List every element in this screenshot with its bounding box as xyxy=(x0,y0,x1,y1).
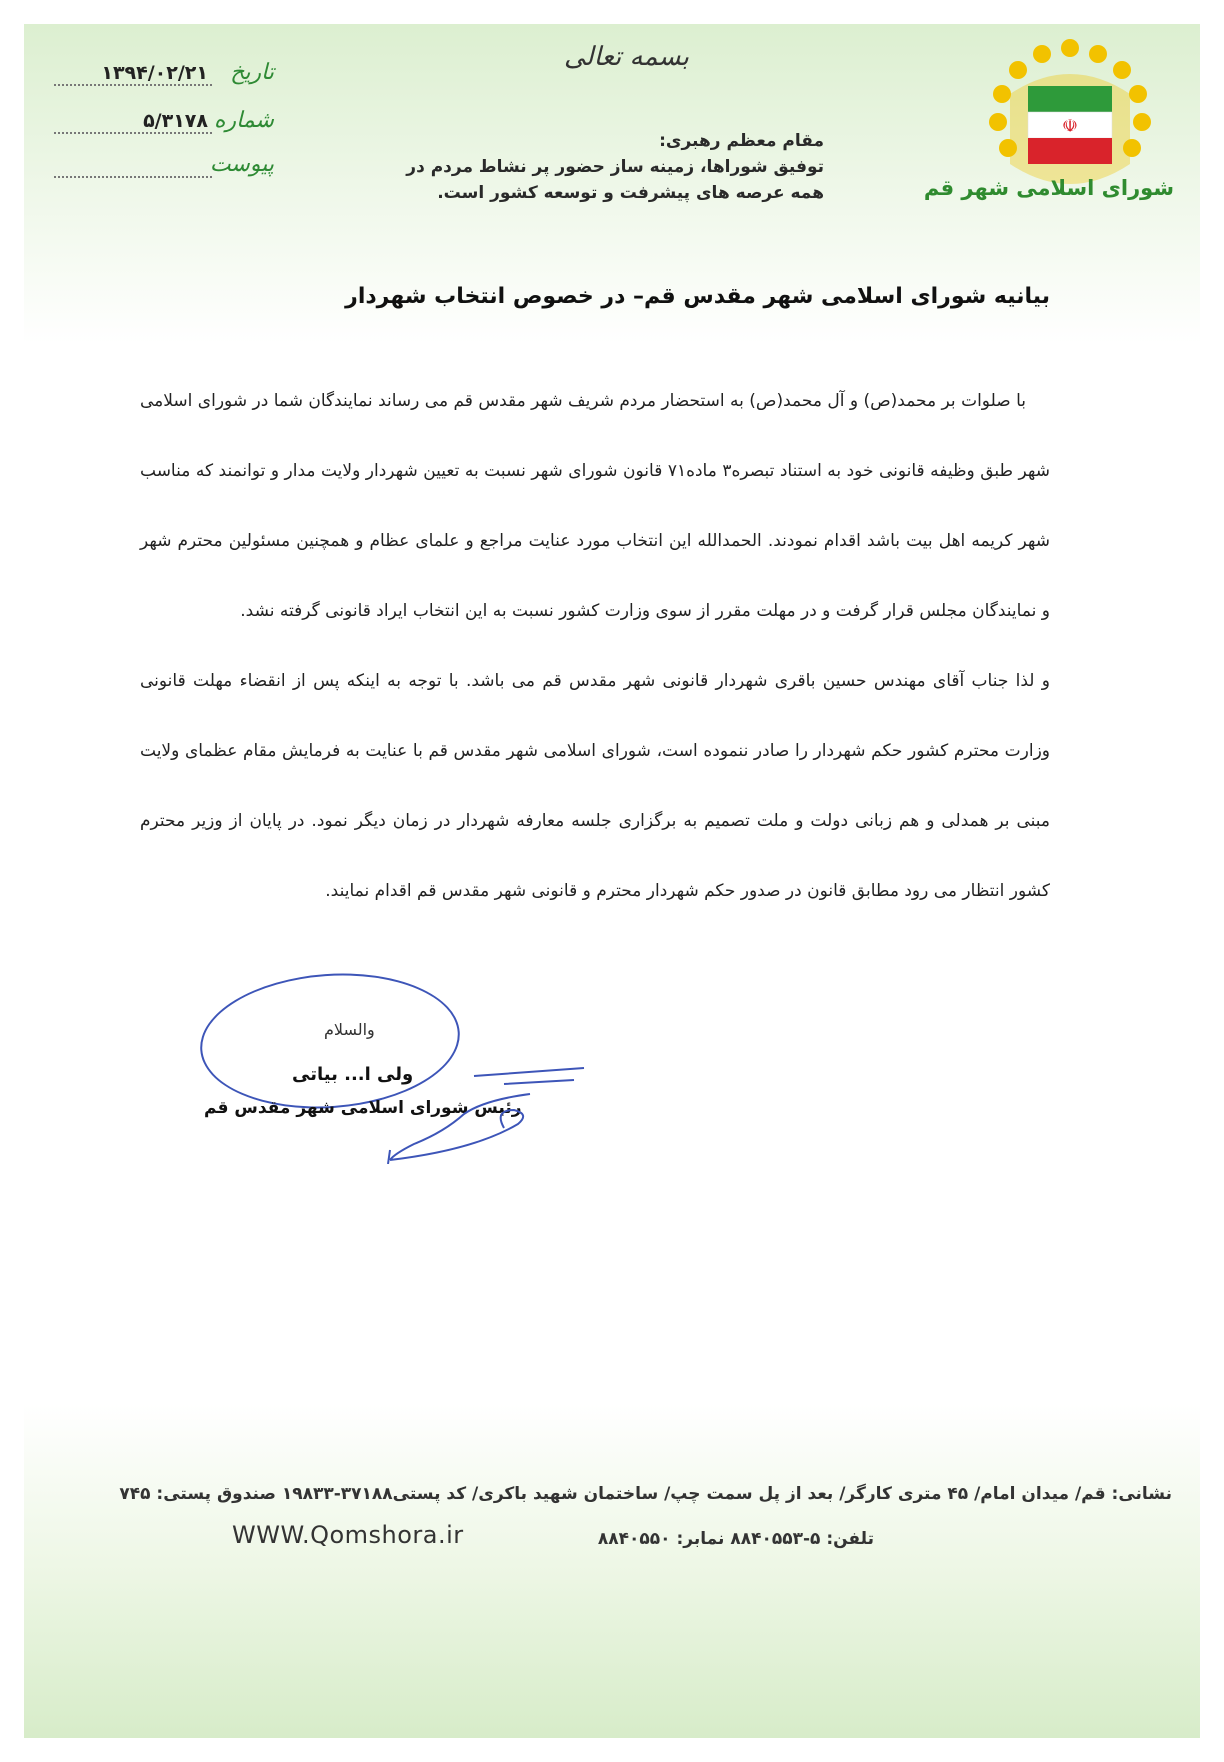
quote-line: توفیق شوراها، زمینه ساز حضور پر نشاط مردم در xyxy=(406,157,824,177)
attachment-label: پیوست xyxy=(209,152,274,177)
date-label: تاریخ xyxy=(230,60,274,85)
number-value: ۵/۳۱۷۸ xyxy=(143,110,208,132)
handwritten-signature-icon xyxy=(354,1054,594,1164)
date-field xyxy=(54,60,274,94)
body-paragraph: و لذا جناب آقای مهندس حسین باقری شهردار قانونی شهر مقدس قم می باشد. با توجه به اینکه پس از انقضاء مهلت قانونی وزارت محترم کشور حکم شهردار را صادر ننموده است، شورای اسلامی شهر مقدس قم با عنایت به فرمایش مقام عظمای ولایت مبنی بر همدلی و هم زبانی دولت و ملت تصمیم به برگزاری جلسه معارفه شهردار در زمان دیگر نمود. در پایان از وزیر محترم کشور انتظار می رود مطابق قانون در صدور حکم شهردار محترم و قانونی شهر مقدس قم اقدام نمایند. xyxy=(140,671,1050,901)
date-value: ۱۳۹۴/۰۲/۲۱ xyxy=(101,62,208,84)
footer-address: نشانی: قم/ میدان امام/ ۴۵ متری کارگر/ بعد از پل سمت چپ/ ساختمان شهید باکری/ کد پستی۳۷۱۸۸-۱۹۸۳۳ صندوق پستی: ۷۴۵ xyxy=(119,1484,1172,1504)
signer-name: ولی ا... بیاتی xyxy=(292,1064,414,1085)
attachment-field xyxy=(54,152,274,186)
number-label: شماره xyxy=(213,108,274,133)
org-name: شورای اسلامی شهر قم xyxy=(923,176,1174,200)
svg-text:☫: ☫ xyxy=(1061,116,1079,137)
signer-title: رئیس شورای اسلامی شهر مقدس قم xyxy=(204,1098,522,1118)
basmala: بسمه تعالی xyxy=(564,42,689,72)
leader-quote xyxy=(404,128,824,206)
quote-line: مقام معظم رهبری: xyxy=(659,131,824,151)
footer-website[interactable]: WWW.Qomshora.ir xyxy=(232,1521,464,1549)
statement-title: بیانیه شورای اسلامی شهر مقدس قم– در خصوص انتخاب شهردار xyxy=(345,284,1050,309)
statement-body xyxy=(140,366,1050,926)
footer-phone: تلفن: ۵-۸۸۴۰۵۵۳ نمابر: ۸۸۴۰۵۵۰ xyxy=(597,1529,874,1549)
quote-line: همه عرصه های پیشرفت و توسعه کشور است. xyxy=(437,183,824,203)
letter-page xyxy=(24,24,1200,1738)
number-field xyxy=(54,108,274,142)
body-paragraph: با صلوات بر محمد(ص) و آل محمد(ص) به استحضار مردم شریف شهر مقدس قم می رساند نمایندگان شما در شورای اسلامی شهر طبق وظیفه قانونی خود به استناد تبصره۳ ماده۷۱ قانون شورای شهر نسبت به تعیین شهردار ولایت مدار و توانمند که مناسب شهر کریمه اهل بیت باشد اقدام نمودند. الحمدالله این انتخاب مورد عنایت مراجع و علمای عظام و همچنین مسئولین محترم شهر و نمایندگان مجلس قرار گرفت و در مهلت مقرر از سوی وزارت کشور نسبت به این انتخاب ایراد قانونی گرفته نشد. xyxy=(140,391,1050,621)
closing-salutation: والسلام xyxy=(324,1020,375,1039)
